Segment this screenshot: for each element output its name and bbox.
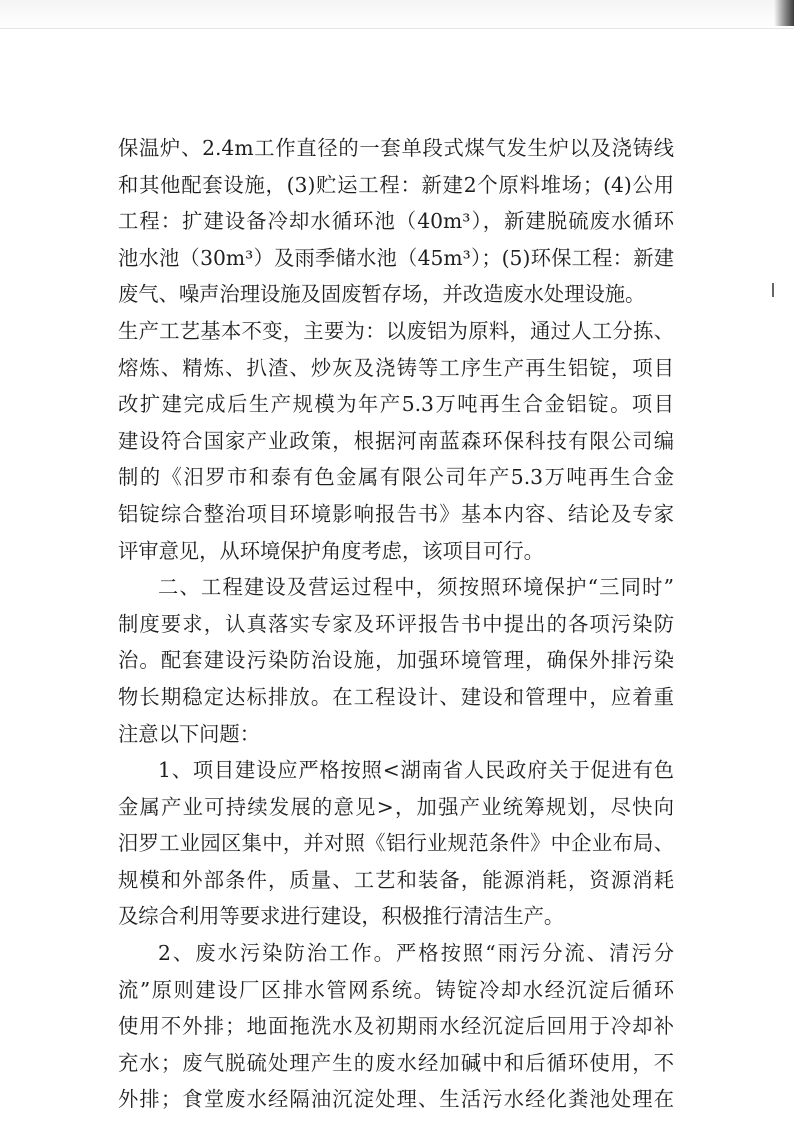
text-line: 规模和外部条件，质量、工艺和装备，能源消耗，资源消耗	[118, 867, 674, 892]
text-line: 建设符合国家产业政策，根据河南蓝森环保科技有限公司编	[118, 428, 674, 453]
text-line: 二、工程建设及营运过程中，须按照环境保护“三同时”	[158, 575, 674, 600]
text-line: 制的《汨罗市和泰有色金属有限公司年产5.3万吨再生合金	[118, 465, 674, 490]
text-line: 1、项目建设应严格按照<湖南省人民政府关于促进有色	[158, 758, 674, 783]
text-line: 外排；食堂废水经隔油沉淀处理、生活污水经化粪池处理在	[118, 1087, 674, 1112]
text-line: 2、废水污染防治工作。严格按照“雨污分流、清污分	[158, 941, 674, 966]
scan-top-edge	[0, 0, 794, 30]
text-line: 汨罗工业园区集中，并对照《铝行业规范条件》中企业布局、	[118, 831, 674, 856]
text-line: 注意以下问题：	[118, 721, 260, 746]
text-line: 评审意见，从环境保护角度考虑，该项目可行。	[118, 538, 544, 563]
text-line: 治。配套建设污染防治设施，加强环境管理，确保外排污染	[118, 648, 674, 673]
text-line: 物长期稳定达标排放。在工程设计、建设和管理中，应着重	[118, 684, 674, 709]
text-line: 改扩建完成后生产规模为年产5.3万吨再生合金铝锭。项目	[118, 392, 674, 417]
text-line: 工程：扩建设备冷却水循环池（40m³），新建脱硫废水循环	[118, 209, 674, 234]
text-line: 废气、噪声治理设施及固废暂存场，并改造废水处理设施。	[118, 282, 646, 307]
text-line: 金属产业可持续发展的意见>，加强产业统筹规划，尽快向	[118, 794, 674, 819]
text-line: 充水；废气脱硫处理产生的废水经加碱中和后循环使用，不	[118, 1050, 674, 1075]
scan-corner-shadow	[774, 0, 794, 26]
text-line: 制度要求，认真落实专家及环评报告书中提出的各项污染防	[118, 611, 674, 636]
scan-edge-line	[0, 28, 794, 29]
text-line: 池水池（30m³）及雨季储水池（45m³）；(5)环保工程：新建	[118, 245, 674, 270]
text-line: 熔炼、精炼、扒渣、炒灰及浇铸等工序生产再生铝锭，项目	[118, 355, 674, 380]
text-line: 和其他配套设施，(3)贮运工程：新建2个原料堆场；(4)公用	[118, 172, 674, 197]
text-line: 使用不外排；地面拖洗水及初期雨水经沉淀后回用于冷却补	[118, 1014, 674, 1039]
text-line: 及综合利用等要求进行建设，积极推行清洁生产。	[118, 904, 565, 929]
document-body	[118, 130, 674, 1118]
text-line: 铝锭综合整治项目环境影响报告书》基本内容、结论及专家	[118, 501, 674, 526]
text-line: 生产工艺基本不变，主要为：以废铝为原料，通过人工分拣、	[118, 318, 674, 343]
text-line: 保温炉、2.4m工作直径的一套单段式煤气发生炉以及浇铸线	[118, 136, 674, 160]
text-line: 流”原则建设厂区排水管网系统。铸锭冷却水经沉淀后循环	[118, 977, 674, 1002]
scan-speck	[772, 283, 774, 297]
